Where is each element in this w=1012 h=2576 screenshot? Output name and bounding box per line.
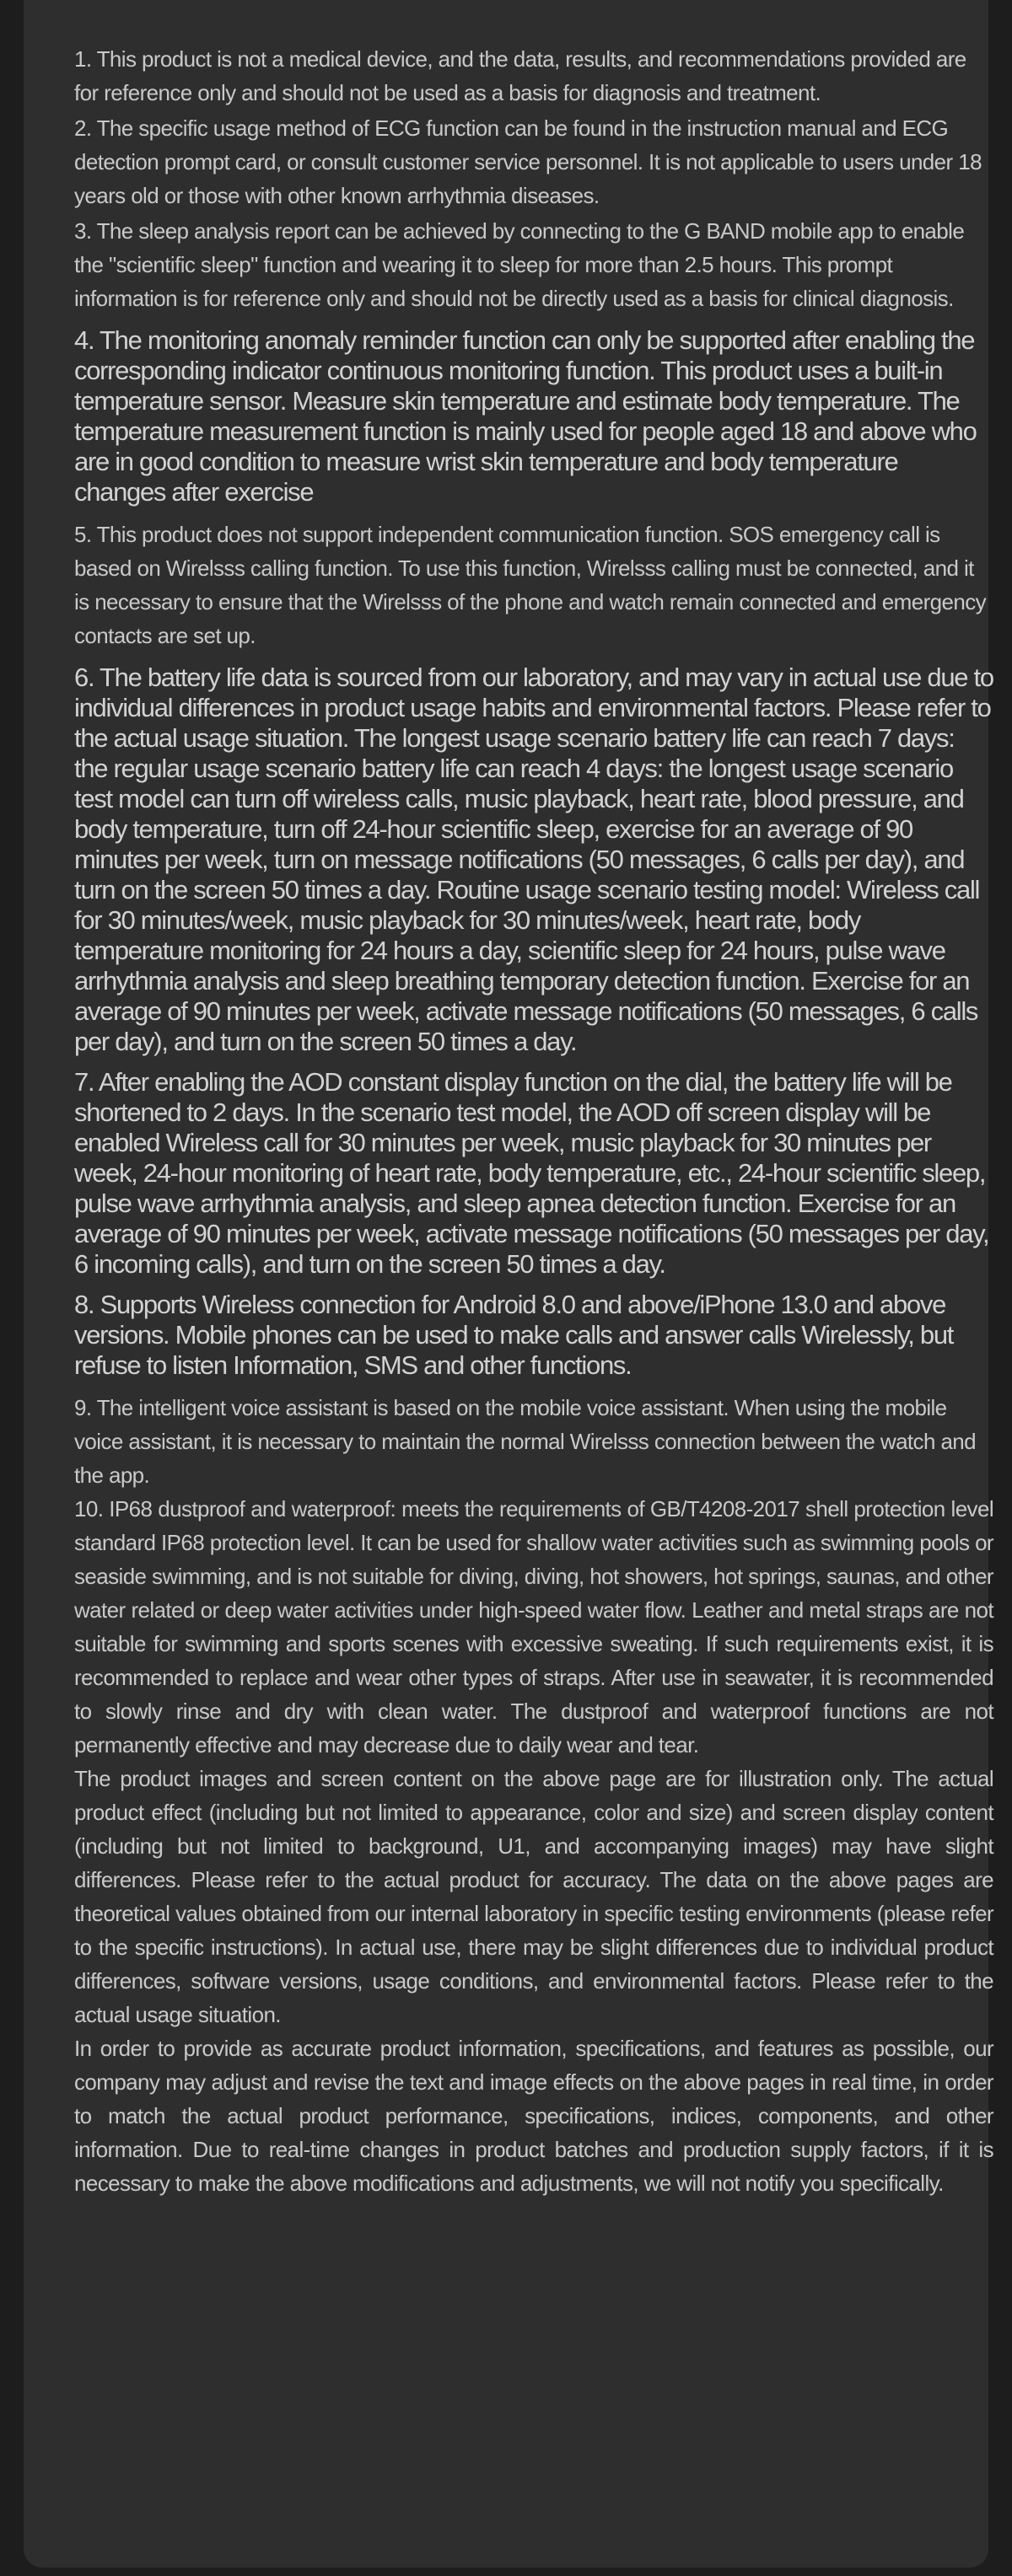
note-9: 9. The intelligent voice assistant is based on the mobile voice assistant. When using the mobile voice assistant, it is necessary to maintain the normal Wirelsss connection between the watch and the app.: [74, 1395, 977, 1488]
note-1: 1. This product is not a medical device, and the data, results, and recommendations provided are for reference only and should not be used as a basis for diagnosis and treatment.: [74, 46, 966, 105]
note-6: 6. The battery life data is sourced from our laboratory, and may vary in actual use due to individual differences in product usage habits and environmental factors. Please refer to the actual usage situation. The longest usage scenario battery life can reach 7 days: the regular usage scenario battery life can reach 4 days: the longest usage scenario test model can turn off wireless calls, music playback, heart rate, blood pressure, and body temperature, turn off 24-hour scientific sleep, exercise for an average of 90 minutes per week, turn on message notifications (50 messages, 6 calls per day), and turn on the screen 50 times a day. Routine usage scenario testing model: Wireless call for 30 minutes/week, music playback for 30 minutes/week, heart rate, body temperature monitoring for 24 hours a day, scientific sleep for 24 hours, pulse wave arrhythmia analysis and sleep breathing temporary detection function. Exercise for an average of 90 minutes per week, activate message notifications (50 messages, 6 calls per day), and turn on the screen 50 times a day.: [74, 663, 993, 1056]
disclaimer-panel: [24, 0, 993, 2568]
note-10: 10. IP68 dustproof and waterproof: meets the requirements of GB/T4208-2017 shell protection level standard IP68 protection level. It can be used for shallow water activities such as swimming pools or seaside swimming, and is not suitable for diving, diving, hot showers, hot springs, saunas, and other water related or deep water activities under high-speed water flow. Leather and metal straps are not suitable for swimming and sports scenes with excessive sweating. If such requirements exist, it is recommended to replace and wear other types of straps. After use in seawater, it is recommended to slowly rinse and dry with clean water. The dustproof and waterproof functions are not permanently effective and may decrease due to daily wear and tear.: [74, 1496, 993, 1758]
note-2: 2. The specific usage method of ECG function can be found in the instruction manual and ECG detection prompt card, or consult customer service personnel. It is not applicable to users under 18 years old or those with other known arrhythmia diseases.: [74, 115, 982, 208]
note-3: 3. The sleep analysis report can be achieved by connecting to the G BAND mobile app to enable the "scientific sleep" function and wearing it to sleep for more than 2.5 hours. This prompt information is for reference only and should not be directly used as a basis for clinical diagnosis.: [74, 218, 965, 311]
illustration-notice: The product images and screen content on the above page are for illustration only. The actual product effect (including but not limited to appearance, color and size) and screen display content (including but not limited to background, U1, and accompanying images) may have slight differences. Please refer to the actual product for accuracy. The data on the above pages are theoretical values obtained from our internal laboratory in specific testing environments (please refer to the specific instructions). In actual use, there may be slight differences due to individual product differences, software versions, usage conditions, and environmental factors. Please refer to the actual usage situation.: [74, 1766, 993, 2027]
note-4: 4. The monitoring anomaly reminder function can only be supported after enabling the corresponding indicator continuous monitoring function. This product uses a built-in temperature sensor. Measure skin temperature and estimate body temperature. The temperature measurement function is mainly used for people aged 18 and above who are in good condition to measure wrist skin temperature and body temperature changes after exercise: [74, 325, 977, 507]
disclaimer-content: [74, 42, 993, 2200]
revision-notice: In order to provide as accurate product information, specifications, and features as possible, our company may adjust and revise the text and image effects on the above pages in real time, in order to match the actual product performance, specifications, indices, components, and other information. Due to real-time changes in product batches and production supply factors, if it is necessary to make the above modifications and adjustments, we will not notify you specifically.: [74, 2036, 993, 2196]
note-5: 5. This product does not support independent communication function. SOS emergency call is based on Wirelsss calling function. To use this function, Wirelsss calling must be connected, and it is necessary to ensure that the Wirelsss of the phone and watch remain connected and emergency contacts are set up.: [74, 522, 987, 648]
note-7: 7. After enabling the AOD constant display function on the dial, the battery life will be shortened to 2 days. In the scenario test model, the AOD off screen display will be enabled Wireless call for 30 minutes per week, music playback for 30 minutes per week, 24-hour monitoring of heart rate, body temperature, etc., 24-hour scientific sleep, pulse wave arrhythmia analysis, and sleep apnea detection function. Exercise for an average of 90 minutes per week, activate message notifications (50 messages per day, 6 incoming calls), and turn on the screen 50 times a day.: [74, 1067, 989, 1279]
note-8: 8. Supports Wireless connection for Android 8.0 and above/iPhone 13.0 and above versions. Mobile phones can be used to make calls and answer calls Wirelessly, but refuse to listen Information, SMS and other functions.: [74, 1290, 954, 1380]
